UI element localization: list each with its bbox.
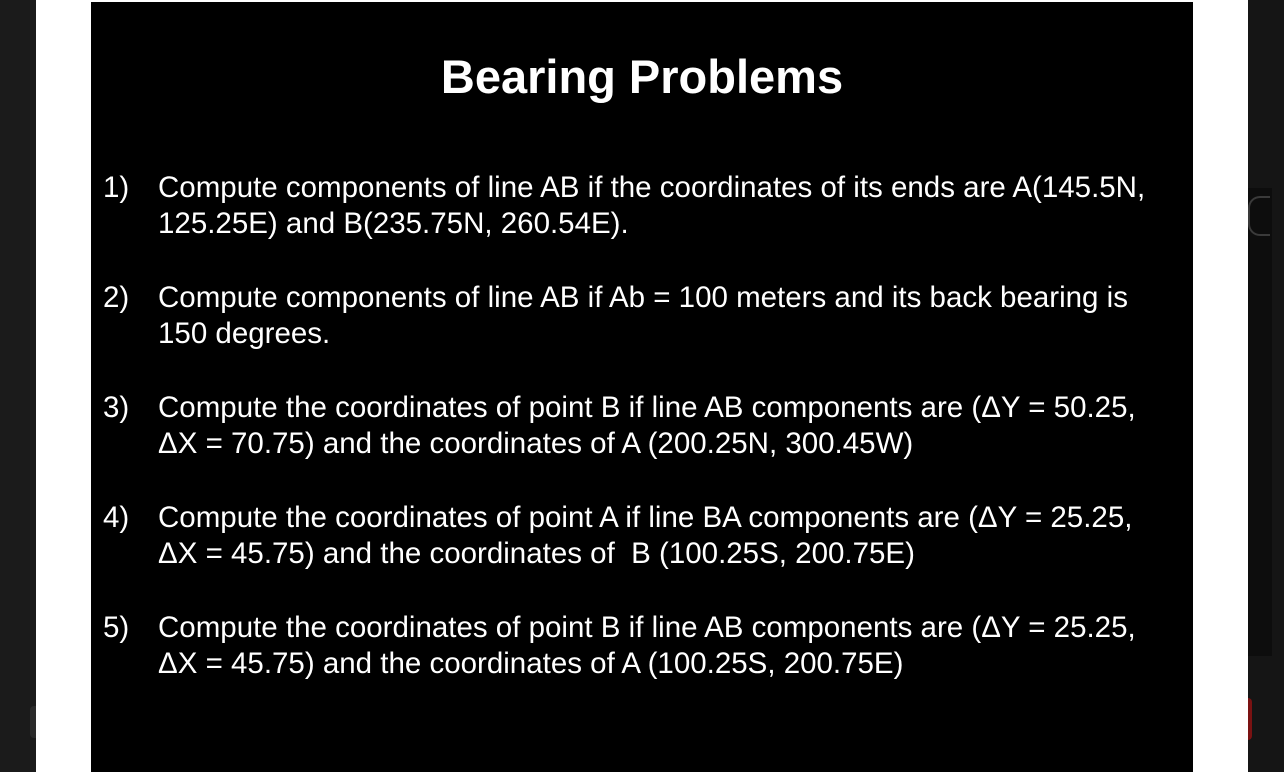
problem-text [158,280,1183,352]
problem-item-5 [103,610,1183,682]
problem-number: 5) [103,611,130,644]
problem-text-line: 125.25E) and B(235.75N, 260.54E). [158,207,629,240]
problem-text [158,390,1183,462]
problem-text-line: ΔX = 70.75) and the coordinates of A (200.25N, 300.45W) [158,427,914,460]
problem-text-line: Compute the coordinates of point B if line AB components are (ΔY = 25.25, [158,611,1136,644]
problem-item-4 [103,500,1183,572]
problem-text-line: Compute components of line AB if Ab = 100 meters and its back bearing is [158,281,1128,314]
problem-text-line: Compute the coordinates of point B if line AB components are (ΔY = 50.25, [158,391,1136,424]
problem-number: 4) [103,501,130,534]
background-video-panel [1246,188,1272,656]
background-logo [1248,196,1270,236]
slide-title: Bearing Problems [440,50,844,103]
problem-item-1 [103,170,1183,242]
document-page[interactable] [36,0,1248,772]
problem-text [158,500,1183,572]
problem-number: 2) [103,281,130,314]
problem-number: 3) [103,391,130,424]
problem-item-3 [103,390,1183,462]
problem-number: 1) [103,171,130,204]
problem-text-line: 150 degrees. [158,317,331,350]
problem-text [158,170,1183,242]
problem-text [158,610,1183,682]
slide [91,2,1193,772]
problem-text-line: Compute the coordinates of point A if line BA components are (ΔY = 25.25, [158,501,1133,534]
problem-item-2 [103,280,1183,352]
problem-text-line: Compute components of line AB if the coordinates of its ends are A(145.5N, [158,171,1146,204]
problem-list [103,170,1183,720]
problem-text-line: ΔX = 45.75) and the coordinates of A (100.25S, 200.75E) [158,647,904,680]
problem-text-line: ΔX = 45.75) and the coordinates of B (100.25S, 200.75E) [158,537,915,570]
